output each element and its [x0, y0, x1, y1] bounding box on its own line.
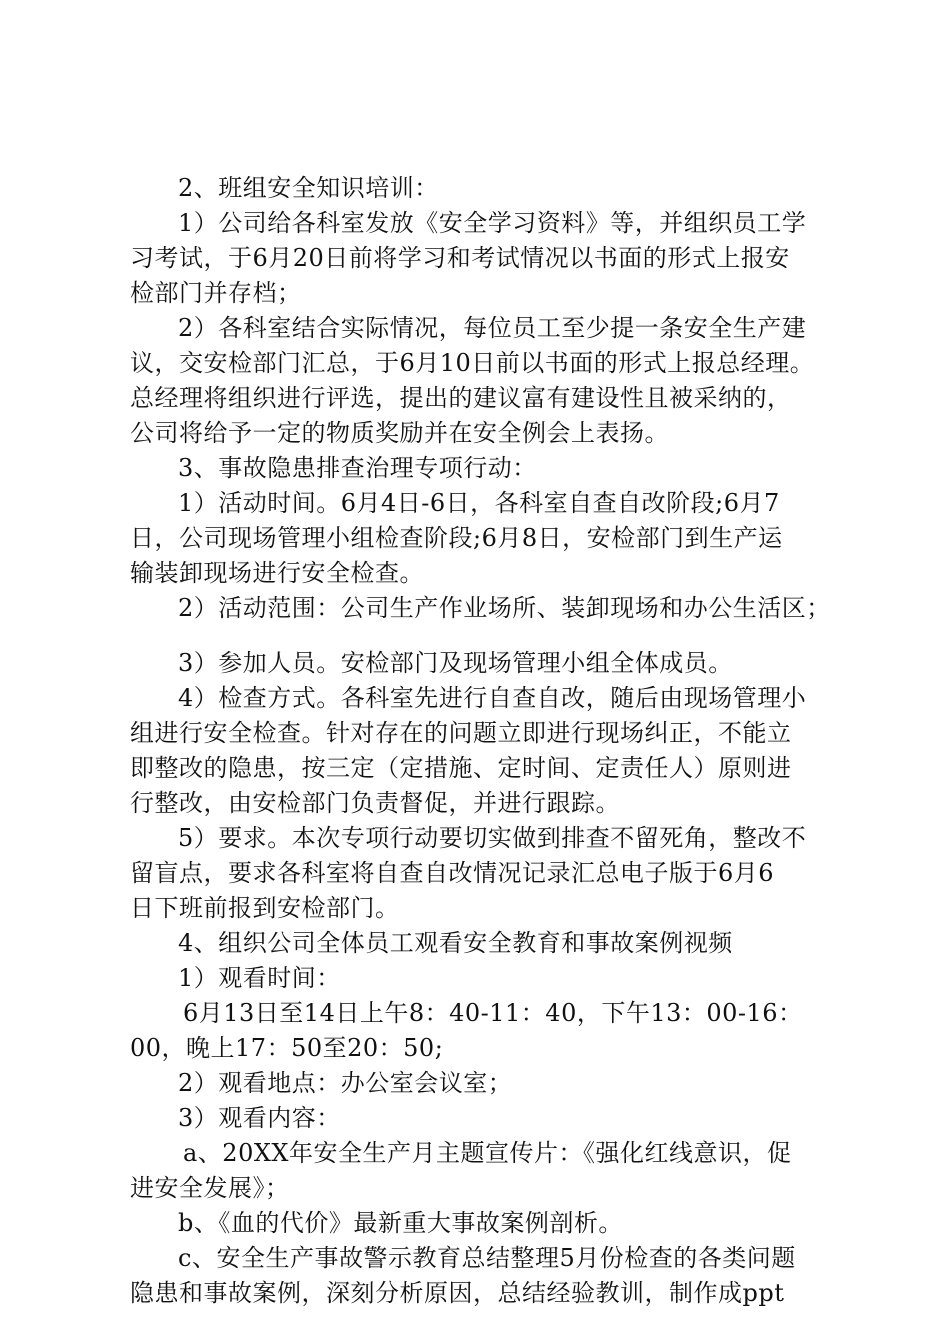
text-line: 日下班前报到安检部门。 [130, 894, 400, 922]
text-line: 即整改的隐患，按三定（定措施、定时间、定责任人）原则进 [130, 754, 792, 782]
text-line: 3）观看内容： [178, 1104, 341, 1132]
text-line: 输装卸现场进行安全检查。 [130, 559, 424, 587]
text-line: 隐患和事故案例，深刻分析原因，总结经验教训，制作成ppt [130, 1279, 785, 1307]
text-line: 检部门并存档； [130, 279, 302, 307]
text-line: 1）观看时间： [178, 964, 341, 992]
text-line: 总经理将组织进行评选，提出的建议富有建设性且被采纳的， [130, 384, 792, 412]
text-line: 1）公司给各科室发放《安全学习资料》等，并组织员工学 [178, 209, 807, 237]
text-line: 2）各科室结合实际情况，每位员工至少提一条安全生产建 [178, 314, 807, 342]
text-line: 留盲点，要求各科室将自查自改情况记录汇总电子版于6月6 [130, 859, 775, 887]
text-line: 3、事故隐患排查治理专项行动： [178, 454, 537, 482]
text-line: 5）要求。本次专项行动要切实做到排查不留死角，整改不 [178, 824, 807, 852]
text-line: 议，交安检部门汇总，于6月10日前以书面的形式上报总经理。 [130, 349, 815, 377]
text-line: 组进行安全检查。针对存在的问题立即进行现场纠正，不能立 [130, 719, 792, 747]
text-line: b、《血的代价》最新重大事故案例剖析。 [178, 1209, 623, 1237]
text-line: 公司将给予一定的物质奖励并在安全例会上表扬。 [130, 419, 669, 447]
text-line: 日，公司现场管理小组检查阶段;6月8日，安检部门到生产运 [130, 524, 783, 552]
text-line: 4）检查方式。各科室先进行自查自改，随后由现场管理小 [178, 684, 807, 712]
text-line: 00，晚上17：50至20：50; [130, 1034, 444, 1062]
text-line: 进安全发展》； [130, 1174, 290, 1202]
text-line: 习考试，于6月20日前将学习和考试情况以书面的形式上报安 [130, 244, 790, 272]
text-line: 4、组织公司全体员工观看安全教育和事故案例视频 [178, 929, 733, 957]
text-line: 6月13日至14日上午8：40-11：40，下午13：00-16： [183, 999, 803, 1027]
text-line: 1）活动时间。6月4日-6日，各科室自查自改阶段;6月7 [178, 489, 780, 517]
text-line: 2、班组安全知识培训： [178, 174, 439, 202]
text-line: 2）活动范围：公司生产作业场所、装卸现场和办公生活区； [178, 594, 831, 622]
text-line: 行整改，由安检部门负责督促，并进行跟踪。 [130, 789, 620, 817]
text-line: c、安全生产事故警示教育总结整理5月份检查的各类问题 [178, 1244, 796, 1272]
text-line: 3）参加人员。安检部门及现场管理小组全体成员。 [178, 649, 733, 677]
text-line: 2）观看地点：办公室会议室； [178, 1069, 513, 1097]
text-line: a、20XX年安全生产月主题宣传片：《强化红线意识，促 [183, 1139, 792, 1167]
